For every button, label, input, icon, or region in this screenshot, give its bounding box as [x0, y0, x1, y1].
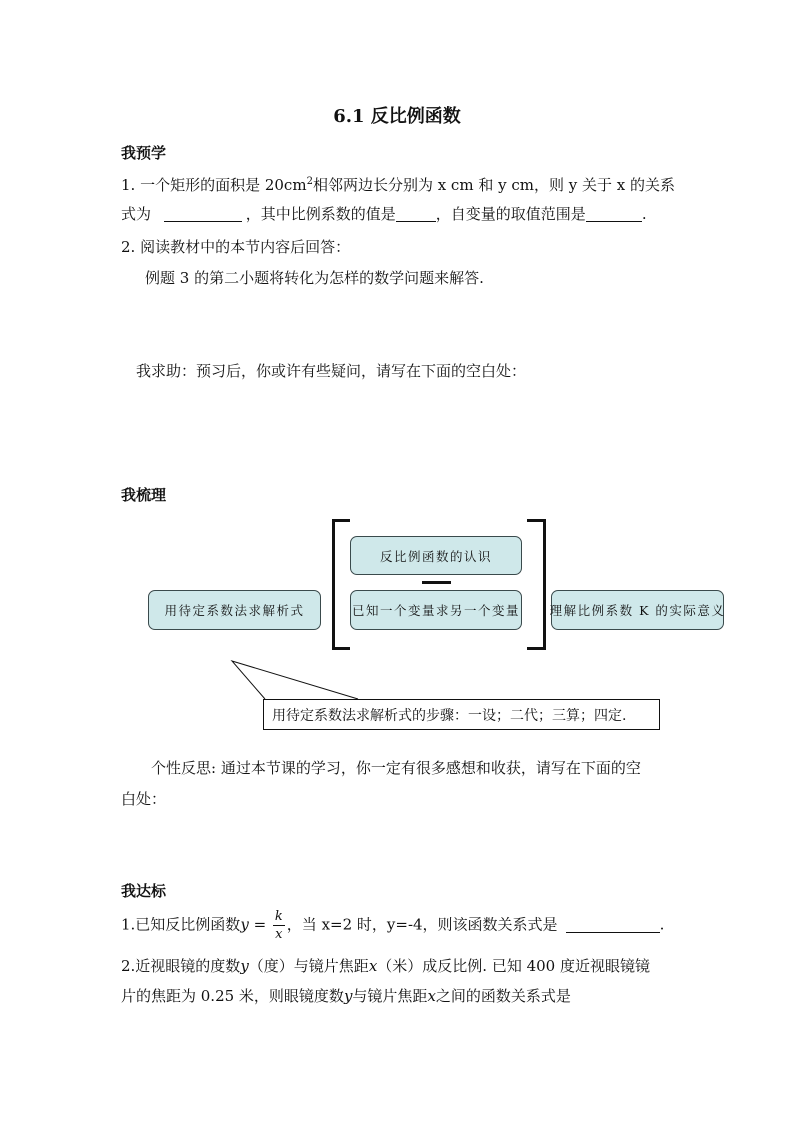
p1-text-a: 1.已知反比例函数 [121, 915, 241, 934]
practice-question-2-line-1 [121, 959, 650, 974]
section-heading-organize: 我梳理 [121, 486, 167, 504]
answer-blank-function[interactable] [566, 918, 660, 933]
section-heading-practice: 我达标 [121, 882, 167, 900]
p2-line2-var-x: x [427, 987, 436, 1005]
page-title: 6.1 反比例函数 [333, 106, 461, 127]
p1-text-b: ，当 x=2 时，y=-4，则该函数关系式是 [286, 915, 558, 934]
reflection-line-1: 个性反思: 通过本节课的学习，你一定有很多感想和收获，请写在下面的空 [151, 759, 641, 777]
p2-text-c: （米）成反比例. 已知 400 度近视眼镜镜 [377, 957, 650, 975]
q1-text-a: 1. 一个矩形的面积是 20cm [121, 176, 307, 194]
fraction-numerator: k [274, 909, 283, 924]
q1-text-b: 相邻两边长分别为 x cm 和 y cm，则 y 关于 x 的关系 [312, 176, 675, 194]
p2-text-b: （度）与镜片焦距 [248, 957, 369, 975]
reflection-line-2: 白处： [121, 790, 167, 808]
q1-line2-text-a: 式为 [121, 205, 156, 223]
p1-var-y: y [240, 915, 249, 934]
concept-box-coefficient-meaning: 理解比例系数 K 的实际意义 [551, 590, 724, 630]
practice-question-1 [121, 910, 664, 941]
fraction-denominator: x [275, 927, 283, 942]
section-heading-preview: 我预学 [121, 144, 167, 162]
concept-box-variable: 已知一个变量求另一个变量 [350, 590, 522, 630]
p2-var-y: y [240, 957, 249, 975]
p2-text-a: 2.近视眼镜的度数 [121, 957, 241, 975]
p2-line2-var-y: y [343, 987, 353, 1005]
q1-line2-end: . [641, 205, 647, 223]
question-2: 2. 阅读教材中的本节内容后回答： [121, 238, 351, 256]
concept-box-recognition: 反比例函数的认识 [350, 536, 522, 575]
fraction-k-over-x [273, 910, 285, 941]
question-2-sub: 例题 3 的第二小题将转化为怎样的数学问题来解答. [145, 269, 484, 287]
p1-end: . [659, 915, 665, 934]
q1-line2-text-c: ，自变量的取值范围是 [435, 205, 586, 223]
p2-var-x: x [368, 957, 378, 975]
p2-line2-text-a: 片的焦距为 0.25 米，则眼镜度数 [121, 987, 344, 1005]
concept-box-undetermined-coefficients: 用待定系数法求解析式 [148, 590, 321, 630]
q1-superscript: 2 [306, 176, 313, 187]
practice-question-2-line-2 [121, 989, 571, 1004]
p2-line2-text-b: 与镜片焦距 [352, 987, 428, 1005]
q1-line2-text-b: ，其中比例系数的值是 [245, 205, 396, 223]
help-request: 我求助：预习后，你或许有些疑问，请写在下面的空白处： [136, 362, 527, 380]
p2-line2-text-c: 之间的函数关系式是 [435, 987, 571, 1005]
callout-box: 用待定系数法求解析式的步骤：一设；二代；三算；四定. [263, 699, 660, 730]
p1-equals: = [248, 915, 271, 934]
